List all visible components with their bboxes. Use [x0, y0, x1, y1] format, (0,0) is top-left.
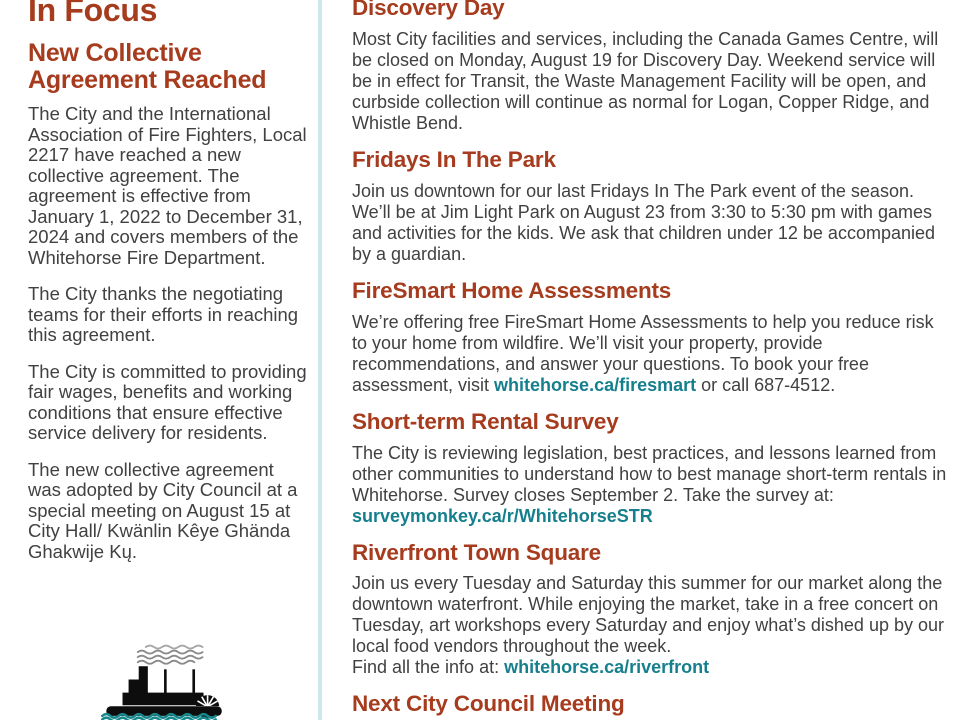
- section-heading: FireSmart Home Assessments: [352, 277, 672, 303]
- section-heading: Fridays In The Park: [352, 146, 556, 172]
- news-column: [322, 0, 960, 720]
- section-rental-survey: [352, 409, 950, 527]
- article-paragraph: The City and the International Association of Fire Fighters, Local 2217 have reached a new collective agreement. The agreement is effective from January 1, 2022 to December 31, 2024 and covers members of the Whitehorse Fire Department.: [28, 103, 307, 268]
- section-firesmart: [352, 278, 950, 396]
- firesmart-link[interactable]: whitehorse.ca/firesmart: [494, 374, 697, 395]
- riverfront-link[interactable]: whitehorse.ca/riverfront: [504, 657, 710, 678]
- section-council-meeting: [352, 691, 950, 717]
- section-heading: Discovery Day: [352, 0, 505, 20]
- article-paragraph: The City is committed to providing fair wages, benefits and working conditions that ensure effective service delivery for residents.: [28, 360, 307, 444]
- in-focus-title: In Focus: [28, 0, 158, 28]
- section-body: [352, 312, 950, 396]
- survey-link[interactable]: surveymonkey.ca/r/WhitehorseSTR: [352, 505, 653, 526]
- section-fridays-in-the-park: [352, 147, 950, 265]
- article-heading: New Collective Agreement Reached: [28, 39, 267, 95]
- steamboat-icon: [100, 644, 222, 720]
- section-body: [352, 573, 950, 678]
- section-heading: Short-term Rental Survey: [352, 408, 619, 434]
- article-paragraph: The new collective agreement was adopted by City Council at a special meeting on August 15 at City Hall/ Kwänlin Kêye Ghända Ghakwije Kų.: [28, 458, 298, 562]
- body-text: Find all the info at:: [352, 657, 505, 678]
- section-body: [352, 443, 950, 527]
- section-riverfront: [352, 540, 950, 679]
- section-heading: Riverfront Town Square: [352, 539, 601, 565]
- section-discovery-day: [352, 0, 950, 134]
- section-heading: Next City Council Meeting: [352, 691, 625, 717]
- body-text: or call 687-4512.: [696, 374, 836, 395]
- section-body: Join us downtown for our last Fridays In The Park event of the season. We’ll be at Jim Light Park on August 23 from 3:30 to 5:30 pm with games and activities for the kids. We ask that children under 12 be accompanied by a guardian.: [352, 180, 935, 264]
- body-text: The City is reviewing legislation, best practices, and lessons learned from other communities to understand how to best manage short-term rentals in Whitehorse. Survey closes September 2. Take the survey at:: [352, 442, 947, 505]
- body-text: Join us every Tuesday and Saturday this summer for our market along the downtown waterfront. While enjoying the market, take in a free concert on Tuesday, art workshops every Saturday and enjoy what’s dished up by our local food vendors throughout the week.: [352, 573, 944, 657]
- article-paragraph: The City thanks the negotiating teams for their efforts in reaching this agreement.: [28, 283, 299, 346]
- section-body: Most City facilities and services, including the Canada Games Centre, will be closed on Monday, August 19 for Discovery Day. Weekend service will be in effect for Transit, the Waste Management Facility will be open, and curbside collection will continue as normal for Logan, Copper Ridge, and Whistle Bend.: [352, 28, 939, 133]
- in-focus-column: [0, 0, 318, 720]
- body-text: We’re offering free FireSmart Home Assessments to help you reduce risk to your home from wildfire. We’ll visit your property, provide recommendations, and answer your questions. To book your free assessment, visit: [352, 311, 934, 395]
